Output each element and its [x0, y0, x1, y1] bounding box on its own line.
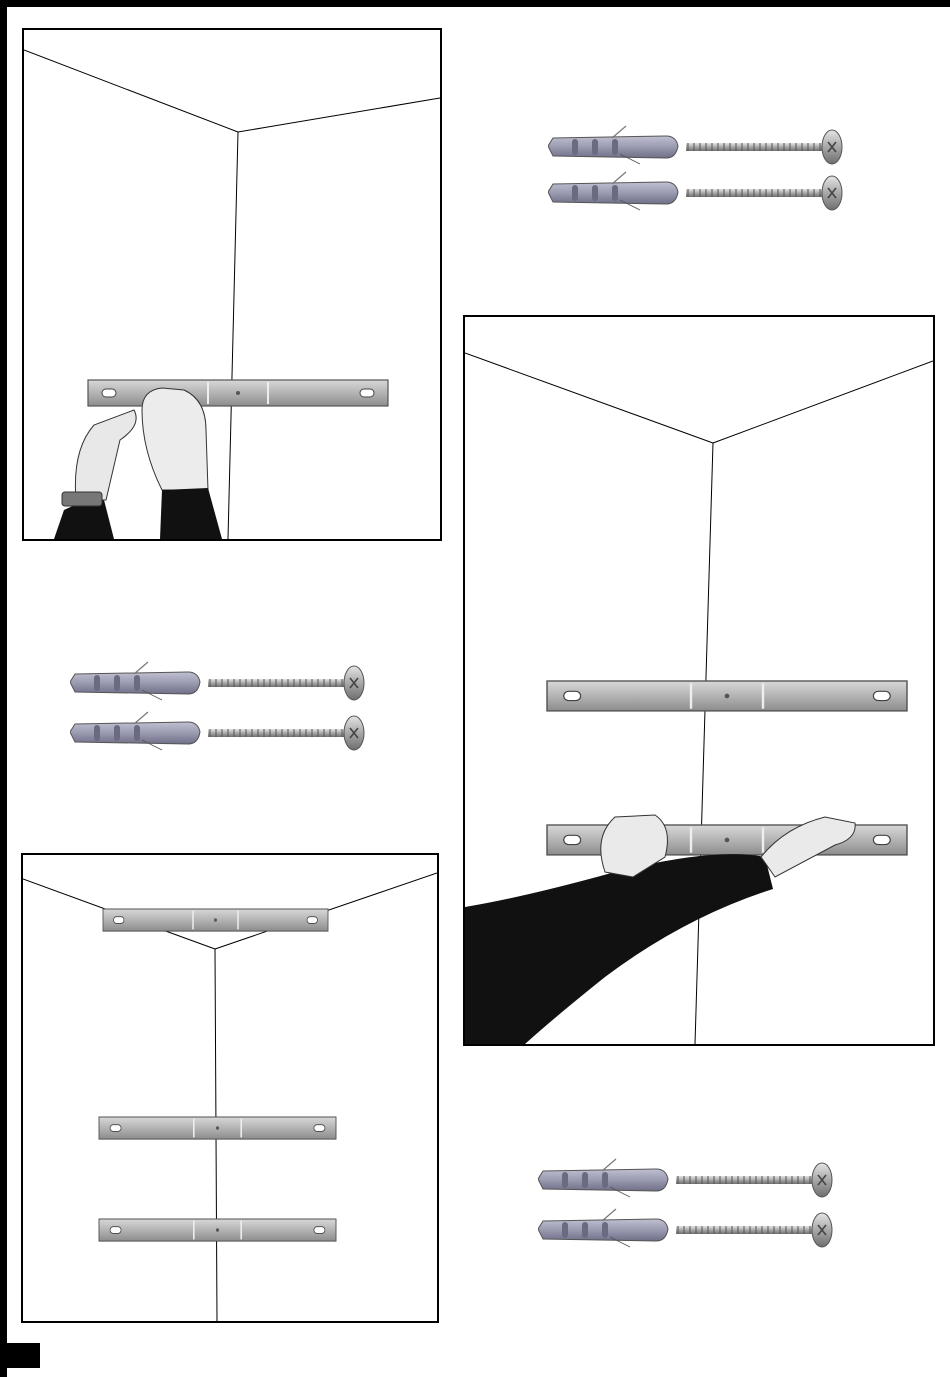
corner-wall-illustration: [23, 855, 437, 1321]
step-second-bracket-panel: [463, 315, 935, 1046]
wall-plug-screw-pair-3: [538, 1157, 838, 1252]
top-bracket: [103, 909, 328, 931]
corner-wall-illustration: [24, 30, 440, 539]
step-three-brackets-panel: [21, 853, 439, 1323]
arm-sleeve: [465, 854, 773, 1044]
wall-plug-screw-pair-1: [548, 124, 848, 219]
bottom-bracket: [99, 1219, 336, 1241]
middle-bracket: [99, 1117, 336, 1139]
page-frame-left: [0, 0, 7, 1377]
mounting-bracket: [88, 380, 388, 406]
page-frame-top: [0, 0, 950, 7]
corner-wall-illustration: [465, 317, 933, 1044]
step-mark-first-bracket-panel: [22, 28, 442, 541]
wall-plug-screw-pair-2: [70, 660, 370, 755]
page-number-tab: [7, 1343, 40, 1368]
mounted-bracket: [547, 681, 907, 711]
right-sleeve: [160, 488, 222, 539]
